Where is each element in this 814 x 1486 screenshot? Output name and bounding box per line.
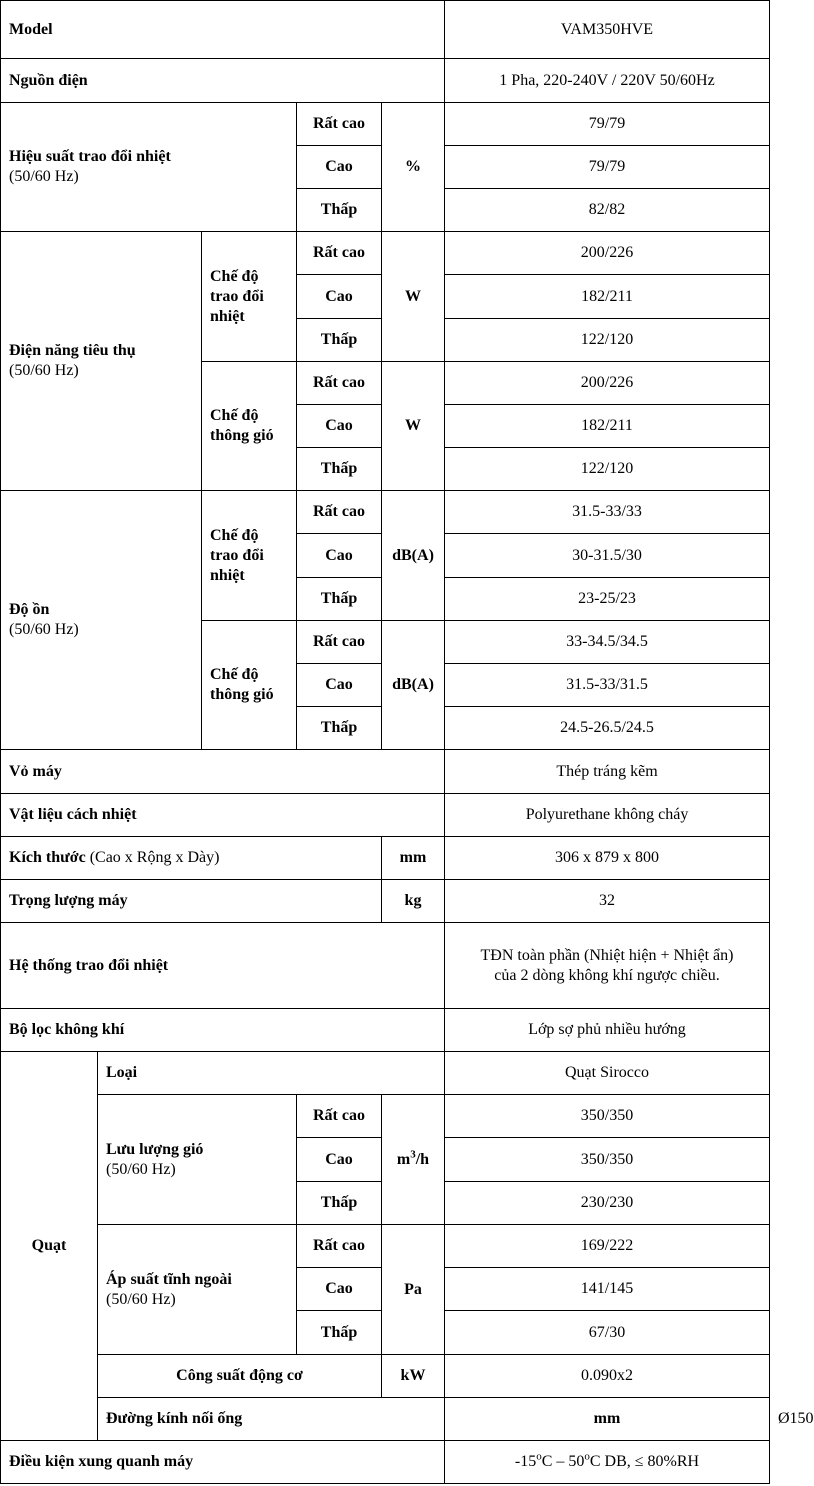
static-pressure-label-text: Áp suất tĩnh ngoài xyxy=(106,1270,232,1288)
level-very-high: Rất cao xyxy=(297,1095,382,1138)
dimensions-value: 306 x 879 x 800 xyxy=(445,837,770,880)
noise-vent-unit: dB(A) xyxy=(382,621,445,750)
mode-heat-exchange: Chế độ trao đổi nhiệt xyxy=(202,491,297,621)
casing-value: Thép tráng kẽm xyxy=(445,750,770,794)
heat-exchange-system-value-line1: TĐN toàn phần (Nhiệt hiện + Nhiệt ẩn) xyxy=(480,946,734,964)
level-low: Thấp xyxy=(297,578,382,621)
air-filter-value: Lớp sợ phủ nhiều hướng xyxy=(445,1009,770,1052)
row-noise-hx-very-high xyxy=(1,491,770,534)
level-very-high: Rất cao xyxy=(297,232,382,275)
level-low: Thấp xyxy=(297,707,382,750)
power-hx-unit: W xyxy=(382,232,445,362)
noise-hx-value-low: 23-25/23 xyxy=(445,578,770,621)
static-pressure-value-high: 141/145 xyxy=(445,1268,770,1311)
airflow-label-text: Lưu lượng gió xyxy=(106,1140,204,1158)
level-low: Thấp xyxy=(297,1311,382,1355)
dimensions-unit: mm xyxy=(382,837,445,880)
level-very-high: Rất cao xyxy=(297,362,382,405)
power-vent-unit: W xyxy=(382,362,445,491)
level-high: Cao xyxy=(297,146,382,189)
row-static-pressure-very-high xyxy=(1,1225,770,1268)
noise-hx-unit: dB(A) xyxy=(382,491,445,621)
mode-ventilation: Chế độ thông gió xyxy=(202,362,297,491)
level-low: Thấp xyxy=(297,448,382,491)
level-high: Cao xyxy=(297,1268,382,1311)
efficiency-value-low: 82/82 xyxy=(445,189,770,232)
static-pressure-value-very-high: 169/222 xyxy=(445,1225,770,1268)
dimensions-label-text: Kích thước xyxy=(9,849,86,866)
noise-label-text: Độ ồn xyxy=(9,601,50,618)
row-ambient xyxy=(1,1441,770,1484)
power-hx-value-very-high: 200/226 xyxy=(445,232,770,275)
static-pressure-unit: Pa xyxy=(382,1225,445,1355)
motor-output-label: Công suất động cơ xyxy=(98,1355,382,1398)
weight-value: 32 xyxy=(445,880,770,923)
row-heat-exchange-system xyxy=(1,923,770,1009)
noise-vent-value-high: 31.5-33/31.5 xyxy=(445,664,770,707)
static-pressure-value-low: 67/30 xyxy=(445,1311,770,1355)
level-very-high: Rất cao xyxy=(297,491,382,534)
static-pressure-label xyxy=(98,1225,297,1355)
airflow-value-high: 350/350 xyxy=(445,1138,770,1182)
duct-diameter-label: Đường kính nối ống xyxy=(98,1398,445,1441)
level-very-high: Rất cao xyxy=(297,103,382,146)
heat-exchange-system-value xyxy=(445,923,770,1009)
airflow-unit: $m^3/h$ xyxy=(382,1095,445,1225)
air-filter-label: Bộ lọc không khí xyxy=(1,1009,445,1052)
row-power-hx-very-high xyxy=(1,232,770,275)
airflow-freq-note: (50/60 Hz) xyxy=(106,1160,176,1178)
dimensions-label xyxy=(1,837,382,880)
static-pressure-freq-note: (50/60 Hz) xyxy=(106,1290,176,1308)
efficiency-freq-note: (50/60 Hz) xyxy=(9,168,79,185)
motor-output-value: 0.090x2 xyxy=(445,1355,770,1398)
power-vent-value-low: 122/120 xyxy=(445,448,770,491)
airflow-value-low: 230/230 xyxy=(445,1182,770,1225)
level-low: Thấp xyxy=(297,319,382,362)
airflow-value-very-high: 350/350 xyxy=(445,1095,770,1138)
level-low: Thấp xyxy=(297,189,382,232)
row-airflow-very-high xyxy=(1,1095,770,1138)
level-high: Cao xyxy=(297,275,382,319)
heat-exchange-system-label: Hệ thống trao đổi nhiệt xyxy=(1,923,445,1009)
insulation-label: Vật liệu cách nhiệt xyxy=(1,794,445,837)
efficiency-value-very-high: 79/79 xyxy=(445,103,770,146)
power-hx-value-low: 122/120 xyxy=(445,319,770,362)
ambient-value: -15$^o$C – 50$^o$C DB, ≤ 80%RH xyxy=(445,1441,770,1484)
duct-diameter-unit: mm xyxy=(445,1398,770,1441)
motor-output-unit: kW xyxy=(382,1355,445,1398)
heat-exchange-system-value-line2: của 2 dòng không khí ngược chiều. xyxy=(494,966,720,984)
power-vent-value-very-high: 200/226 xyxy=(445,362,770,405)
fan-label: Quạt xyxy=(1,1052,98,1441)
row-weight xyxy=(1,880,770,923)
power-consumption-freq-note: (50/60 Hz) xyxy=(9,362,79,379)
level-very-high: Rất cao xyxy=(297,621,382,664)
power-supply-value: 1 Pha, 220-240V / 220V 50/60Hz xyxy=(445,59,770,103)
row-motor-output xyxy=(1,1355,770,1398)
weight-label: Trọng lượng máy xyxy=(1,880,382,923)
noise-hx-value-very-high: 31.5-33/33 xyxy=(445,491,770,534)
fan-type-label: Loại xyxy=(98,1052,445,1095)
efficiency-label-text: Hiệu suất trao đổi nhiệt xyxy=(9,148,171,165)
insulation-value: Polyurethane không cháy xyxy=(445,794,770,837)
ambient-label: Điều kiện xung quanh máy xyxy=(1,1441,445,1484)
noise-hx-value-high: 30-31.5/30 xyxy=(445,534,770,578)
power-consumption-label xyxy=(1,232,202,491)
row-dimensions xyxy=(1,837,770,880)
mode-heat-exchange: Chế độ trao đổi nhiệt xyxy=(202,232,297,362)
level-low: Thấp xyxy=(297,1182,382,1225)
mode-ventilation: Chế độ thông gió xyxy=(202,621,297,750)
level-high: Cao xyxy=(297,405,382,448)
row-power-supply xyxy=(1,59,770,103)
dimensions-label-note: (Cao x Rộng x Dày) xyxy=(89,849,220,866)
weight-unit: kg xyxy=(382,880,445,923)
noise-vent-value-very-high: 33-34.5/34.5 xyxy=(445,621,770,664)
level-high: Cao xyxy=(297,664,382,707)
level-high: Cao xyxy=(297,534,382,578)
power-consumption-label-text: Điện năng tiêu thụ xyxy=(9,342,136,359)
level-very-high: Rất cao xyxy=(297,1225,382,1268)
row-air-filter xyxy=(1,1009,770,1052)
model-label: Model xyxy=(1,1,445,59)
noise-label xyxy=(1,491,202,750)
power-hx-value-high: 182/211 xyxy=(445,275,770,319)
model-value: VAM350HVE xyxy=(445,1,770,59)
noise-vent-value-low: 24.5-26.5/24.5 xyxy=(445,707,770,750)
efficiency-label xyxy=(1,103,297,232)
airflow-label xyxy=(98,1095,297,1225)
row-efficiency-very-high xyxy=(1,103,770,146)
row-model xyxy=(1,1,770,59)
fan-type-value: Quạt Sirocco xyxy=(445,1052,770,1095)
row-fan-type xyxy=(1,1052,770,1095)
efficiency-unit: % xyxy=(382,103,445,232)
row-casing xyxy=(1,750,770,794)
power-vent-value-high: 182/211 xyxy=(445,405,770,448)
level-high: Cao xyxy=(297,1138,382,1182)
casing-label: Vỏ máy xyxy=(1,750,445,794)
noise-freq-note: (50/60 Hz) xyxy=(9,621,79,638)
row-insulation xyxy=(1,794,770,837)
efficiency-value-high: 79/79 xyxy=(445,146,770,189)
power-supply-label: Nguồn điện xyxy=(1,59,445,103)
row-duct-diameter: Đường kính nối ống mm Ø150 xyxy=(1,1398,770,1441)
